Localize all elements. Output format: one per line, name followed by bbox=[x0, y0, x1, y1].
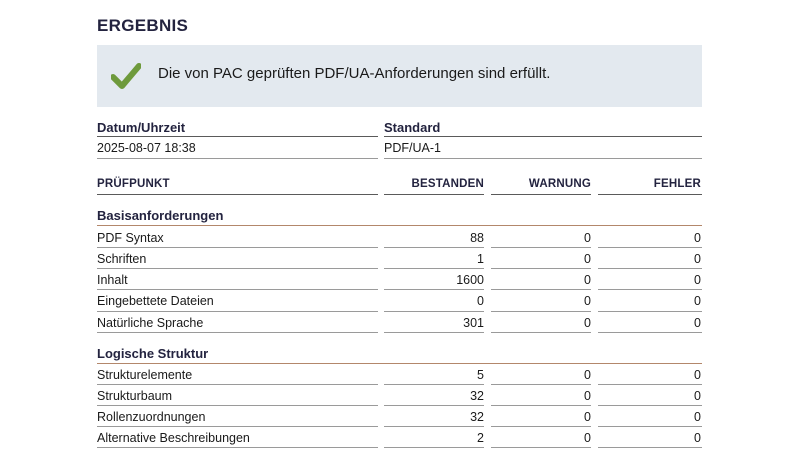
header-warning: WARNUNG bbox=[528, 178, 591, 190]
row-passed: 1 bbox=[477, 252, 484, 266]
row-label: PDF Syntax bbox=[97, 231, 164, 245]
meta-divider bbox=[384, 158, 702, 159]
header-passed: BESTANDEN bbox=[411, 178, 484, 190]
row-warning: 0 bbox=[584, 316, 591, 330]
row-divider bbox=[384, 384, 484, 385]
checkmark-icon bbox=[111, 62, 141, 90]
row-warning: 0 bbox=[584, 273, 591, 287]
row-divider bbox=[384, 405, 484, 406]
row-label: Inhalt bbox=[97, 273, 128, 287]
row-divider bbox=[97, 289, 378, 290]
row-divider bbox=[384, 332, 484, 333]
row-divider bbox=[384, 289, 484, 290]
row-divider bbox=[97, 332, 378, 333]
row-divider bbox=[491, 384, 591, 385]
row-error: 0 bbox=[694, 368, 701, 382]
row-divider bbox=[491, 247, 591, 248]
row-divider bbox=[598, 405, 702, 406]
row-divider bbox=[598, 289, 702, 290]
row-divider bbox=[491, 332, 591, 333]
row-divider bbox=[598, 268, 702, 269]
row-divider bbox=[97, 247, 378, 248]
row-label: Eingebettete Dateien bbox=[97, 294, 214, 308]
row-error: 0 bbox=[694, 252, 701, 266]
row-error: 0 bbox=[694, 410, 701, 424]
row-divider bbox=[491, 311, 591, 312]
standard-value: PDF/UA-1 bbox=[384, 141, 441, 155]
row-divider bbox=[97, 268, 378, 269]
row-passed: 2 bbox=[477, 431, 484, 445]
row-divider bbox=[97, 384, 378, 385]
result-message: Die von PAC geprüften PDF/UA-Anforderungen sind erfüllt. bbox=[158, 65, 551, 82]
row-warning: 0 bbox=[584, 431, 591, 445]
row-warning: 0 bbox=[584, 368, 591, 382]
row-divider bbox=[491, 268, 591, 269]
meta-divider bbox=[384, 136, 702, 137]
row-divider bbox=[598, 247, 702, 248]
header-divider bbox=[97, 194, 378, 195]
row-divider bbox=[491, 289, 591, 290]
datetime-label: Datum/Uhrzeit bbox=[97, 120, 186, 135]
section-divider bbox=[97, 225, 702, 226]
row-divider bbox=[97, 447, 378, 448]
row-passed: 1600 bbox=[456, 273, 484, 287]
row-passed: 0 bbox=[477, 294, 484, 308]
row-label: Strukturelemente bbox=[97, 368, 193, 382]
meta-divider bbox=[97, 136, 378, 137]
row-error: 0 bbox=[694, 294, 701, 308]
row-passed: 301 bbox=[463, 316, 484, 330]
result-banner bbox=[97, 45, 702, 107]
row-divider bbox=[598, 384, 702, 385]
row-label: Schriften bbox=[97, 252, 147, 266]
row-label: Natürliche Sprache bbox=[97, 316, 204, 330]
row-divider bbox=[598, 447, 702, 448]
header-checkpoint: PRÜFPUNKT bbox=[97, 178, 170, 190]
row-divider bbox=[97, 311, 378, 312]
row-warning: 0 bbox=[584, 410, 591, 424]
row-divider bbox=[491, 447, 591, 448]
row-label: Alternative Beschreibungen bbox=[97, 431, 250, 445]
row-passed: 32 bbox=[470, 389, 484, 403]
row-passed: 88 bbox=[470, 231, 484, 245]
row-divider bbox=[491, 405, 591, 406]
header-divider bbox=[384, 194, 484, 195]
header-divider bbox=[598, 194, 702, 195]
row-warning: 0 bbox=[584, 252, 591, 266]
row-divider bbox=[384, 447, 484, 448]
row-warning: 0 bbox=[584, 231, 591, 245]
row-label: Rollenzuordnungen bbox=[97, 410, 206, 424]
row-divider bbox=[598, 332, 702, 333]
row-divider bbox=[598, 311, 702, 312]
section-title: Basisanforderungen bbox=[97, 208, 224, 223]
row-divider bbox=[384, 426, 484, 427]
meta-divider bbox=[97, 158, 378, 159]
row-error: 0 bbox=[694, 316, 701, 330]
standard-label: Standard bbox=[384, 120, 441, 135]
row-error: 0 bbox=[694, 231, 701, 245]
row-error: 0 bbox=[694, 273, 701, 287]
row-error: 0 bbox=[694, 389, 701, 403]
row-divider bbox=[598, 426, 702, 427]
row-warning: 0 bbox=[584, 389, 591, 403]
section-title: Logische Struktur bbox=[97, 346, 209, 361]
row-passed: 32 bbox=[470, 410, 484, 424]
row-passed: 5 bbox=[477, 368, 484, 382]
page-title: ERGEBNIS bbox=[97, 16, 189, 35]
datetime-value: 2025-08-07 18:38 bbox=[97, 141, 196, 155]
row-divider bbox=[384, 268, 484, 269]
row-warning: 0 bbox=[584, 294, 591, 308]
row-divider bbox=[384, 247, 484, 248]
row-divider bbox=[97, 426, 378, 427]
row-label: Strukturbaum bbox=[97, 389, 173, 403]
section-divider bbox=[97, 363, 702, 364]
row-divider bbox=[97, 405, 378, 406]
row-divider bbox=[491, 426, 591, 427]
header-error: FEHLER bbox=[653, 178, 701, 190]
row-divider bbox=[384, 311, 484, 312]
header-divider bbox=[491, 194, 591, 195]
row-error: 0 bbox=[694, 431, 701, 445]
